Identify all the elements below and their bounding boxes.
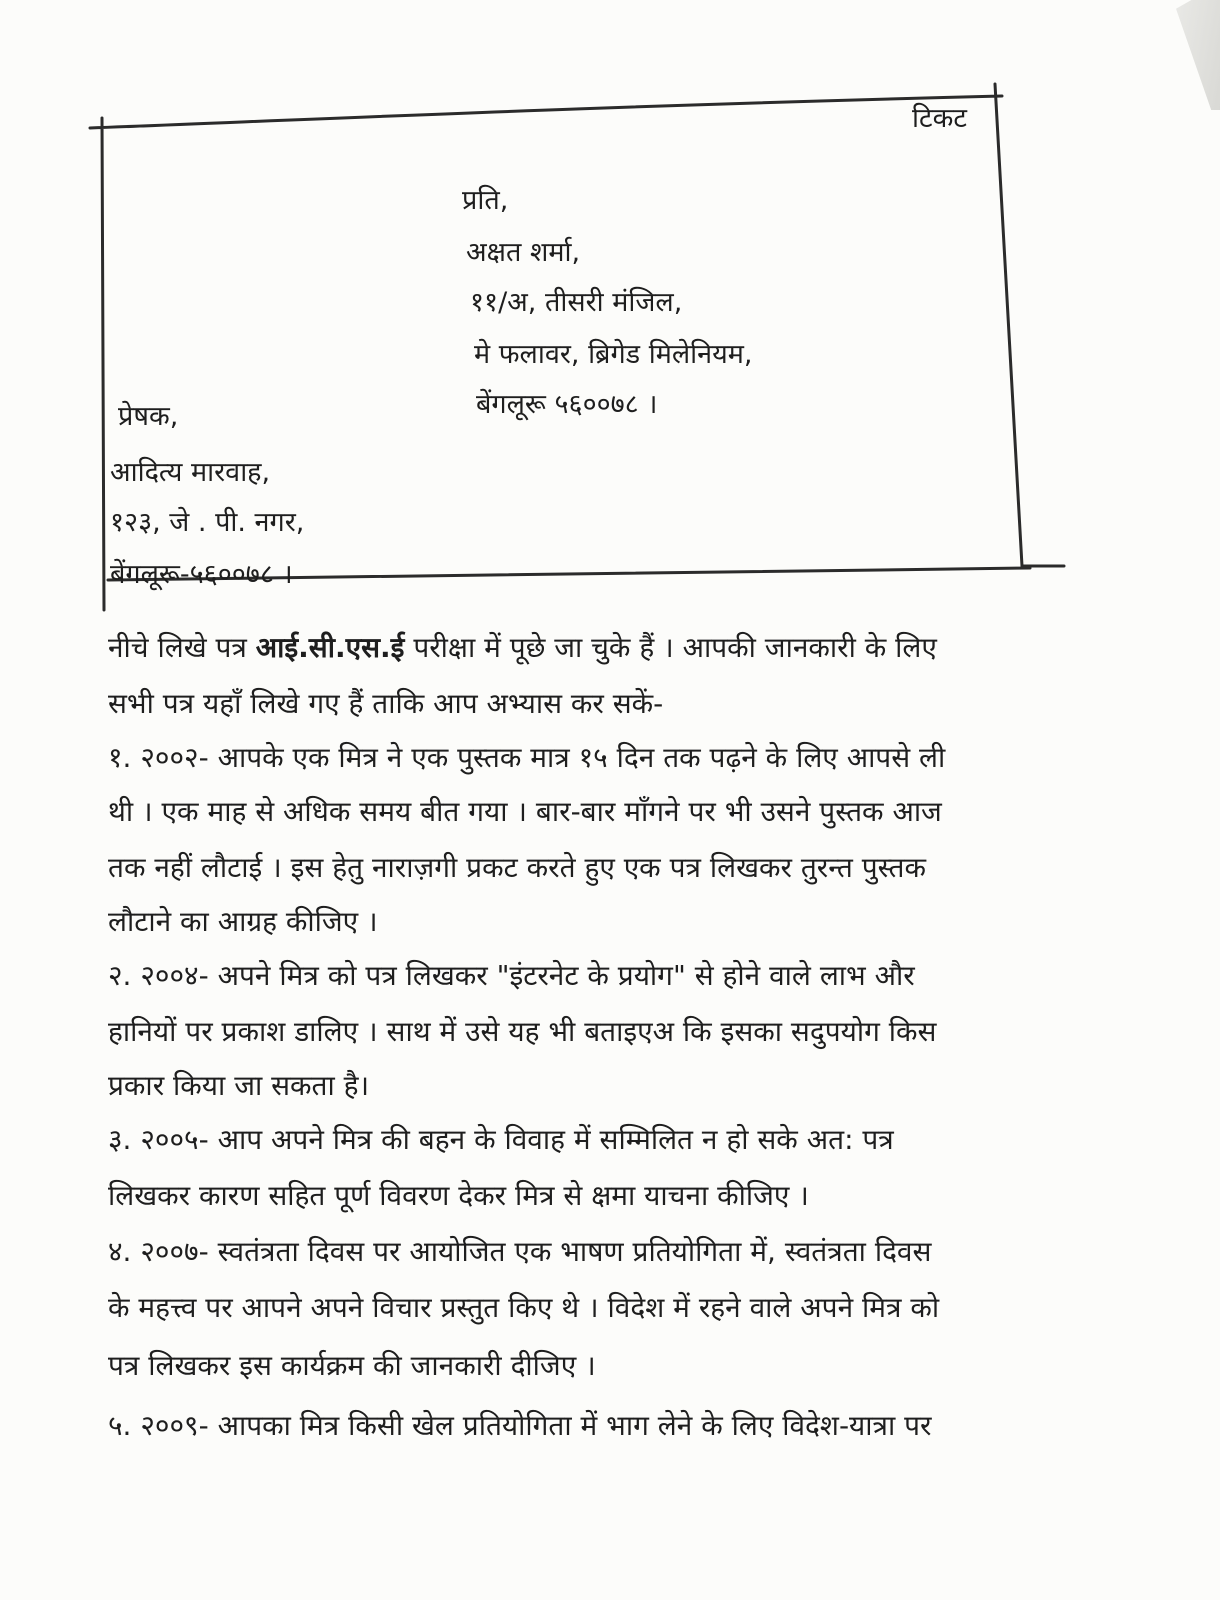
stamp-label: टिकट [912, 103, 967, 134]
sender-city: बेंगलूरू-५६००७८ । [110, 559, 293, 590]
intro-text-after: परीक्षा में पूछे जा चुके हैं । आपकी जानकारी के लिए [413, 631, 937, 664]
sender-name: आदित्य मारवाह, [110, 457, 271, 488]
recipient-name: अक्षत शर्मा, [466, 237, 581, 268]
question-line: ५. २००९- आपका मित्र किसी खेल प्रतियोगिता में भाग लेने के लिए विदेश-यात्रा पर [108, 1409, 932, 1442]
envelope-format [0, 0, 1220, 620]
intro-line-1 [108, 632, 1158, 664]
question-line: २. २००४- अपने मित्र को पत्र लिखकर "इंटरनेट के प्रयोग" से होने वाले लाभ और [108, 959, 915, 992]
question-line: प्रकार किया जा सकता है। [108, 1069, 370, 1102]
recipient-address-line2: मे फलावर, ब्रिगेड मिलेनियम, [474, 339, 753, 370]
intro-line-2: सभी पत्र यहाँ लिखे गए हैं ताकि आप अभ्यास कर सकें- [108, 687, 664, 720]
question-line: थी । एक माह से अधिक समय बीत गया । बार-बार माँगने पर भी उसने पुस्तक आज [108, 795, 942, 828]
exam-name: आई.सी.एस.ई [255, 631, 405, 664]
question-line: लौटाने का आग्रह कीजिए । [108, 905, 378, 938]
question-line: १. २००२- आपके एक मित्र ने एक पुस्तक मात्र १५ दिन तक पढ़ने के लिए आपसे ली [108, 741, 946, 774]
intro-text-before: नीचे लिखे पत्र [108, 631, 247, 664]
question-line: लिखकर कारण सहित पूर्ण विवरण देकर मित्र से क्षमा याचना कीजिए । [108, 1179, 809, 1212]
question-line: तक नहीं लौटाई । इस हेतु नाराज़गी प्रकट करते हुए एक पत्र लिखकर तुरन्त पुस्तक [108, 851, 927, 884]
question-line: ४. २००७- स्वतंत्रता दिवस पर आयोजित एक भाषण प्रतियोगिता में, स्वतंत्रता दिवस [108, 1235, 932, 1268]
recipient-salutation: प्रति, [462, 185, 509, 216]
recipient-city: बेंगलूरू ५६००७८ । [476, 389, 658, 420]
question-line: हानियों पर प्रकाश डालिए । साथ में उसे यह भी बताइएअ कि इसका सदुपयोग किस [108, 1015, 937, 1048]
question-line: पत्र लिखकर इस कार्यक्रम की जानकारी दीजिए । [108, 1349, 596, 1382]
sender-address-line1: १२३, जे . पी. नगर, [110, 507, 305, 538]
sender-label: प्रेषक, [118, 401, 179, 432]
question-line: ३. २००५- आप अपने मित्र की बहन के विवाह में सम्मिलित न हो सके अत: पत्र [108, 1123, 894, 1156]
question-line: के महत्त्व पर आपने अपने विचार प्रस्तुत किए थे । विदेश में रहने वाले अपने मित्र को [108, 1291, 940, 1324]
recipient-address-line1: ११/अ, तीसरी मंजिल, [470, 287, 683, 318]
